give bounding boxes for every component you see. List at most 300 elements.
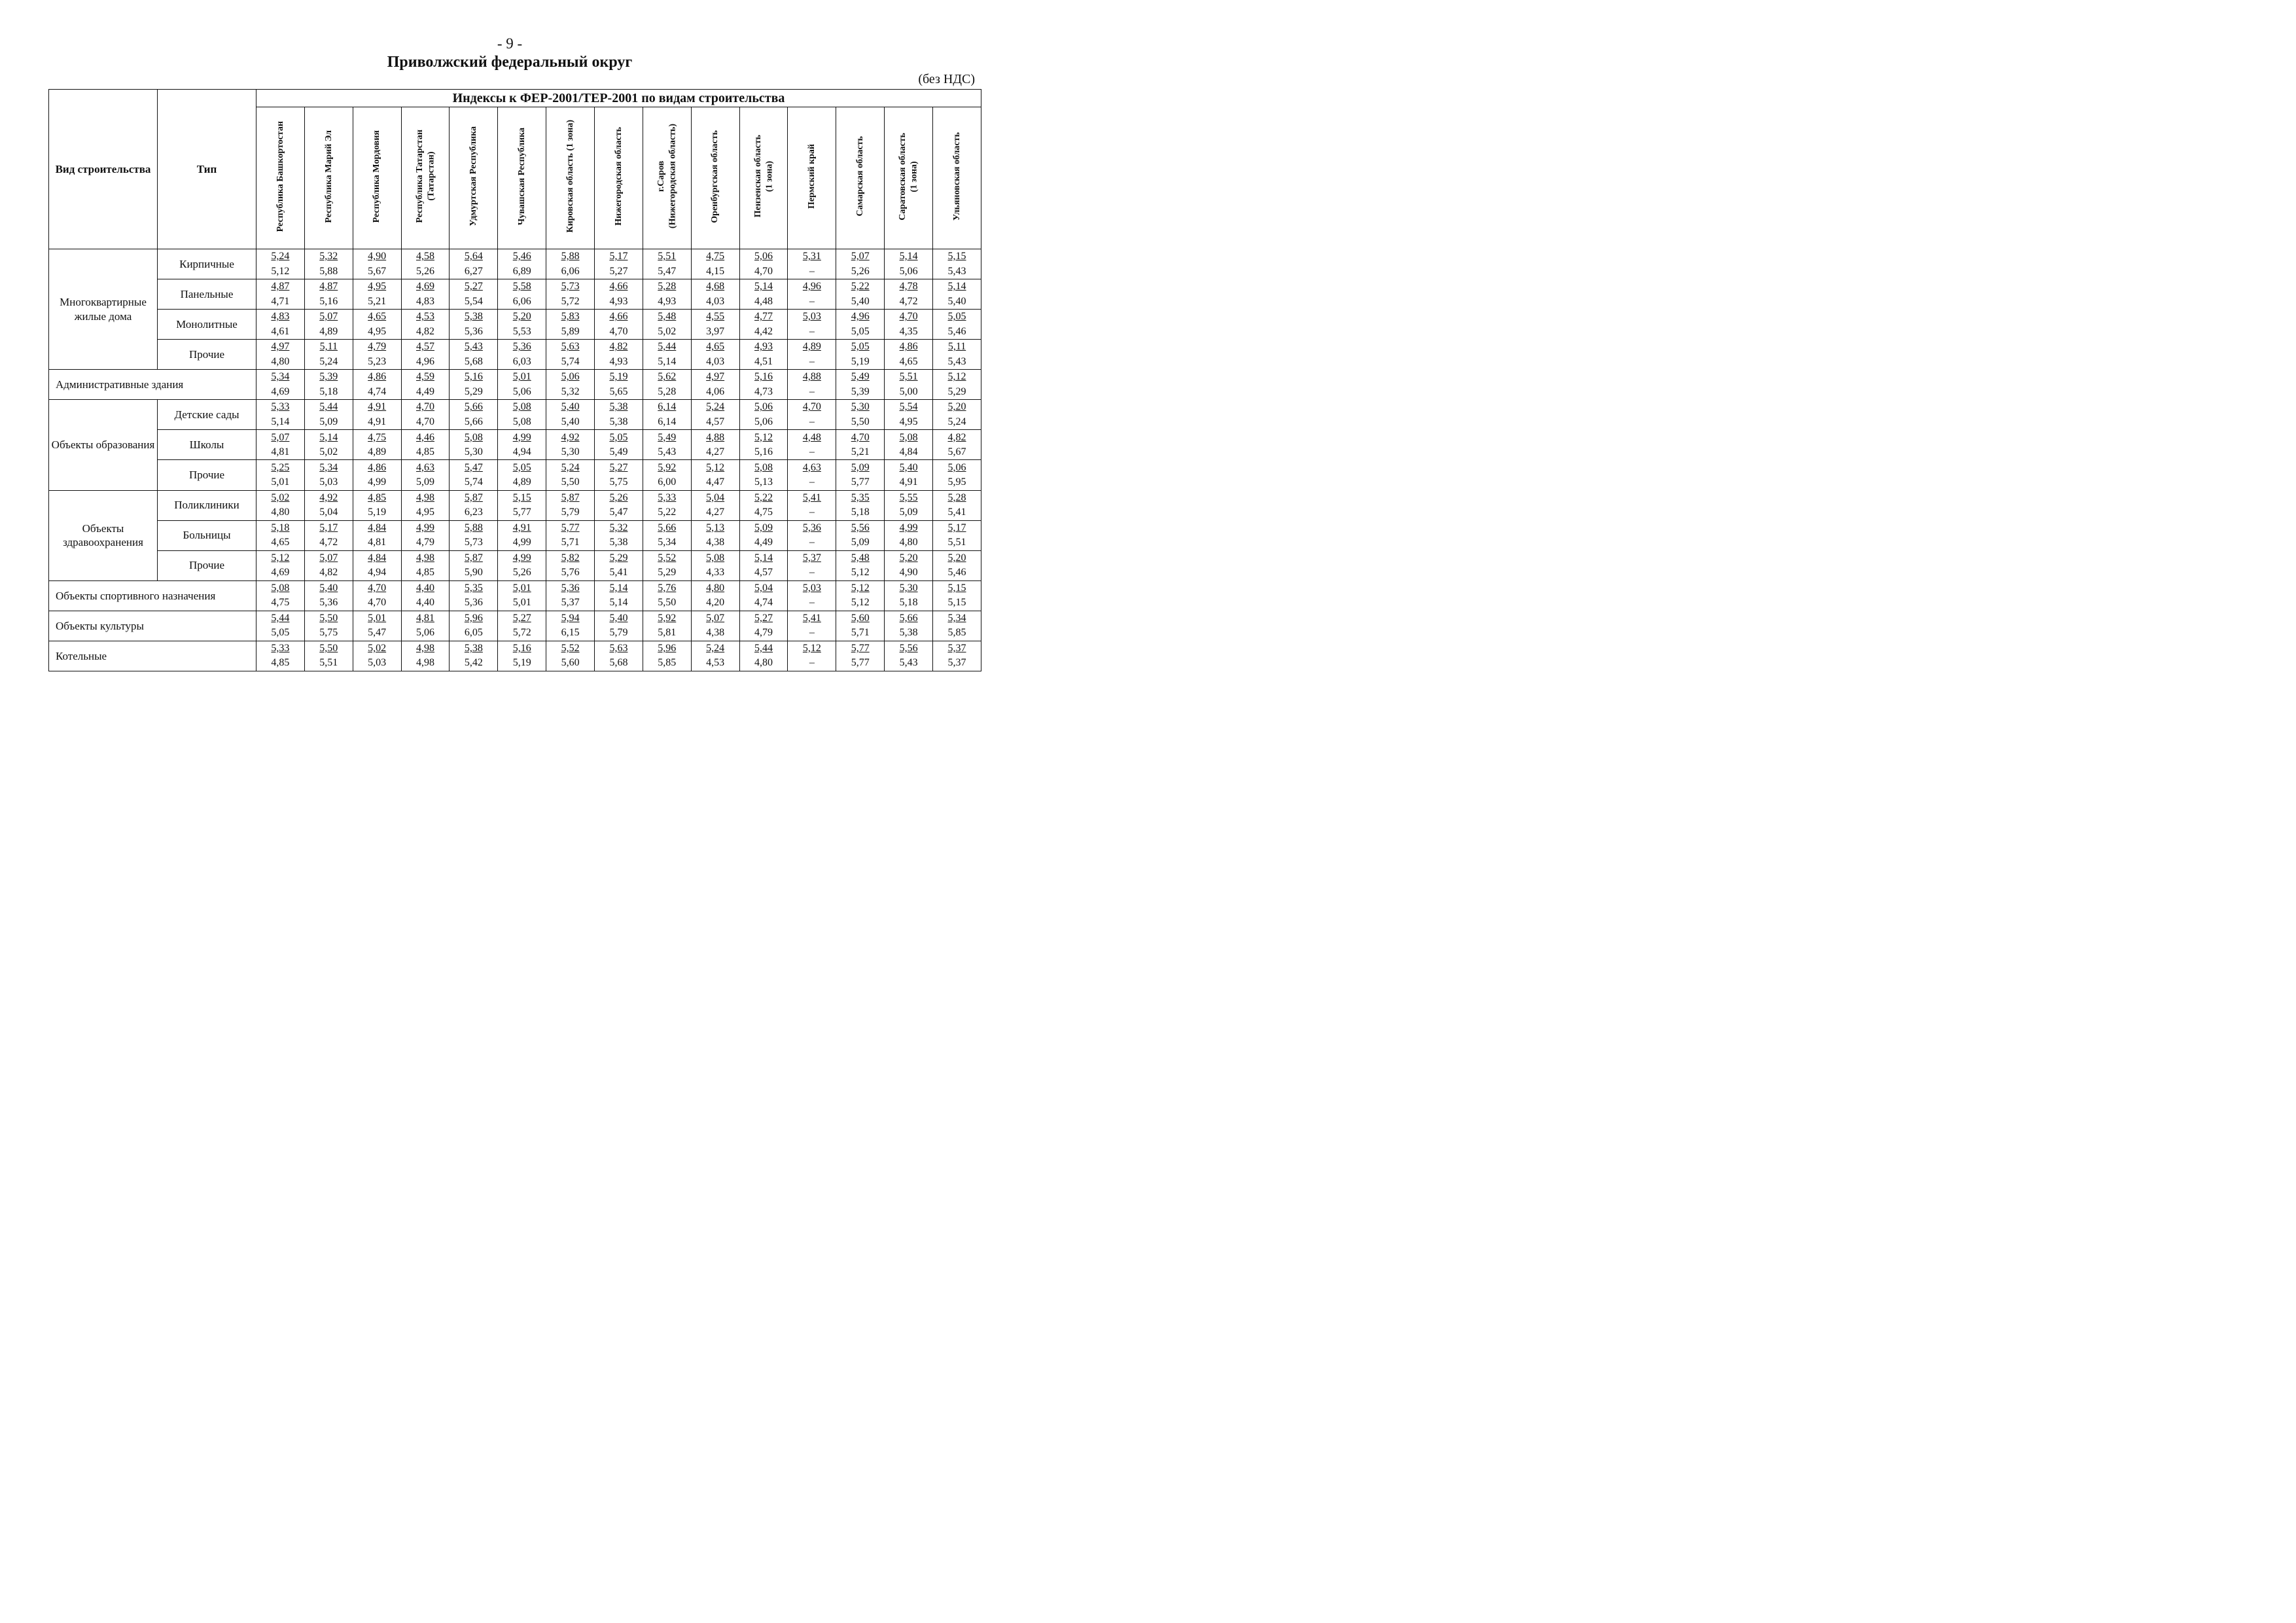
ter-index: 5,12 <box>271 265 290 277</box>
fer-index: 4,93 <box>754 341 773 353</box>
fer-index: 4,79 <box>368 341 387 353</box>
ter-index: 4,35 <box>899 325 918 337</box>
fer-index: 4,70 <box>802 401 821 413</box>
index-cell <box>595 279 643 310</box>
type-cell: Монолитные <box>158 310 256 340</box>
fer-index: 5,88 <box>561 251 580 262</box>
region-label: Республика Марий Эл <box>323 130 334 223</box>
fer-index: 5,20 <box>512 311 531 323</box>
ter-index: 5,40 <box>561 416 580 427</box>
fer-index: 5,32 <box>319 251 338 262</box>
ter-index: 5,75 <box>319 627 338 639</box>
fer-index: 4,99 <box>512 431 531 443</box>
index-cell <box>691 641 739 671</box>
ter-index: 4,42 <box>754 325 773 337</box>
region-header <box>595 107 643 249</box>
index-cell <box>450 430 498 460</box>
index-cell <box>353 340 401 370</box>
ter-index: 4,95 <box>416 507 434 518</box>
ter-index: – <box>809 507 815 518</box>
ter-index: 5,41 <box>609 567 628 579</box>
ter-index: – <box>809 295 815 307</box>
index-cell <box>304 490 353 520</box>
index-cell <box>885 490 933 520</box>
index-cell <box>498 580 546 611</box>
ter-index: 4,48 <box>754 295 773 307</box>
index-cell <box>498 490 546 520</box>
index-cell <box>836 249 885 279</box>
region-header <box>836 107 885 249</box>
index-cell <box>691 310 739 340</box>
index-cell <box>933 249 981 279</box>
fer-index: 4,70 <box>899 311 918 323</box>
index-cell <box>498 370 546 400</box>
type-cell: Поликлиники <box>158 490 256 520</box>
type-cell: Школы <box>158 430 256 460</box>
fer-index: 5,38 <box>464 643 483 654</box>
fer-index: 4,82 <box>609 341 628 353</box>
index-cell <box>643 340 691 370</box>
page-number: - 9 - <box>497 35 523 52</box>
fer-index: 4,65 <box>706 341 725 353</box>
index-cell <box>450 550 498 580</box>
ter-index: 4,79 <box>416 537 434 548</box>
ter-index: 5,21 <box>368 295 387 307</box>
region-header <box>643 107 691 249</box>
index-cell <box>304 400 353 430</box>
ter-index: 4,71 <box>271 295 290 307</box>
fer-index: 5,34 <box>319 461 338 473</box>
index-cell <box>739 550 788 580</box>
ter-index: 4,82 <box>416 325 434 337</box>
fer-index: 5,87 <box>464 552 483 563</box>
fer-index: 4,53 <box>416 311 434 323</box>
ter-index: 6,15 <box>561 627 580 639</box>
fer-index: 5,87 <box>561 491 580 503</box>
fer-index: 5,83 <box>561 311 580 323</box>
ter-index: – <box>809 657 815 669</box>
fer-index: 5,52 <box>561 643 580 654</box>
ter-index: 4,65 <box>271 537 290 548</box>
fer-index: 5,88 <box>464 522 483 533</box>
ter-index: 6,14 <box>658 416 677 427</box>
ter-index: 4,20 <box>706 597 725 609</box>
ter-index: 5,29 <box>947 385 966 397</box>
table-row <box>49 580 981 611</box>
ter-index: 5,18 <box>851 507 870 518</box>
index-cell <box>546 550 595 580</box>
ter-index: 5,26 <box>512 567 531 579</box>
category-cell: Объекты здравоохранения <box>49 490 158 580</box>
index-cell <box>546 249 595 279</box>
ter-index: 5,26 <box>416 265 434 277</box>
type-cell: Больницы <box>158 520 256 550</box>
index-cell <box>836 310 885 340</box>
ter-index: 5,89 <box>561 325 580 337</box>
index-cell <box>353 611 401 641</box>
ter-index: 4,40 <box>416 597 434 609</box>
fer-index: 5,12 <box>754 431 773 443</box>
index-cell <box>885 370 933 400</box>
index-cell <box>739 641 788 671</box>
index-cell <box>933 580 981 611</box>
index-cell <box>885 310 933 340</box>
index-cell <box>643 611 691 641</box>
fer-index: 5,15 <box>512 491 531 503</box>
fer-index: 5,27 <box>609 461 628 473</box>
ter-index: 4,79 <box>754 627 773 639</box>
index-cell <box>933 310 981 340</box>
ter-index: 4,95 <box>899 416 918 427</box>
fer-index: 5,03 <box>802 311 821 323</box>
ter-index: 5,00 <box>899 385 918 397</box>
index-cell <box>546 430 595 460</box>
fer-index: 4,48 <box>802 431 821 443</box>
fer-index: 5,22 <box>851 281 870 293</box>
fer-index: 5,04 <box>706 491 725 503</box>
ter-index: 4,38 <box>706 537 725 548</box>
ter-index: 4,72 <box>319 537 338 548</box>
index-cell <box>256 310 305 340</box>
index-cell <box>546 400 595 430</box>
index-cell <box>595 641 643 671</box>
ter-index: 5,68 <box>464 355 483 367</box>
fer-index: 5,22 <box>754 491 773 503</box>
ter-index: 5,43 <box>658 446 677 457</box>
fer-index: 5,39 <box>319 371 338 383</box>
fer-index: 5,09 <box>851 461 870 473</box>
index-cell <box>304 430 353 460</box>
table-row <box>49 430 981 460</box>
fer-index: 5,56 <box>851 522 870 533</box>
index-cell <box>256 611 305 641</box>
ter-index: – <box>809 597 815 609</box>
index-cell <box>739 520 788 550</box>
index-cell <box>885 550 933 580</box>
index-cell <box>401 550 450 580</box>
index-cell <box>933 370 981 400</box>
ter-index: 5,43 <box>947 355 966 367</box>
ter-index: 6,00 <box>658 476 677 488</box>
fer-index: 5,29 <box>609 552 628 563</box>
fer-index: 5,63 <box>609 643 628 654</box>
ter-index: 5,43 <box>899 657 918 669</box>
fer-index: 4,86 <box>899 341 918 353</box>
index-cell <box>498 520 546 550</box>
fer-index: 5,06 <box>947 461 966 473</box>
fer-index: 4,98 <box>416 643 434 654</box>
index-cell <box>788 520 836 550</box>
index-cell <box>885 400 933 430</box>
category-cell: Административные здания <box>49 370 256 400</box>
ter-index: – <box>809 265 815 277</box>
index-cell <box>836 490 885 520</box>
region-header <box>401 107 450 249</box>
ter-index: 5,12 <box>851 597 870 609</box>
ter-index: 4,03 <box>706 295 725 307</box>
index-cell <box>595 490 643 520</box>
fer-index: 4,95 <box>368 281 387 293</box>
index-cell <box>643 580 691 611</box>
ter-index: 5,51 <box>947 537 966 548</box>
index-cell <box>788 340 836 370</box>
ter-index: 4,27 <box>706 446 725 457</box>
index-cell <box>788 249 836 279</box>
ter-index: 4,85 <box>271 657 290 669</box>
region-label: Саратовская область (1 зона) <box>898 132 919 221</box>
fer-index: 5,50 <box>319 643 338 654</box>
ter-index: 5,09 <box>319 416 338 427</box>
ter-index: 4,51 <box>754 355 773 367</box>
fer-index: 4,86 <box>368 371 387 383</box>
fer-index: 4,89 <box>802 341 821 353</box>
ter-index: 4,47 <box>706 476 725 488</box>
region-header <box>739 107 788 249</box>
index-cell <box>691 550 739 580</box>
fer-index: 4,70 <box>851 431 870 443</box>
index-cell <box>256 580 305 611</box>
index-cell <box>450 490 498 520</box>
ter-index: 5,05 <box>271 627 290 639</box>
index-cell <box>836 520 885 550</box>
ter-index: 5,08 <box>512 416 531 427</box>
index-cell <box>933 490 981 520</box>
fer-index: 5,27 <box>754 612 773 624</box>
index-cell <box>691 340 739 370</box>
fer-index: 5,40 <box>561 401 580 413</box>
index-cell <box>450 279 498 310</box>
index-cell <box>450 520 498 550</box>
ter-index: 4,70 <box>754 265 773 277</box>
ter-index: 5,37 <box>561 597 580 609</box>
ter-index: 5,46 <box>947 567 966 579</box>
ter-index: 5,75 <box>609 476 628 488</box>
fer-index: 5,33 <box>271 643 290 654</box>
index-cell <box>739 249 788 279</box>
region-label: Оренбургская область <box>710 130 720 223</box>
fer-index: 5,28 <box>947 491 966 503</box>
index-cell <box>691 580 739 611</box>
index-cell <box>304 460 353 490</box>
fer-index: 5,62 <box>658 371 677 383</box>
fer-index: 5,50 <box>319 612 338 624</box>
ter-index: – <box>809 385 815 397</box>
ter-index: 4,89 <box>512 476 531 488</box>
ter-index: 5,13 <box>754 476 773 488</box>
ter-index: 5,71 <box>561 537 580 548</box>
index-table <box>48 89 981 671</box>
index-cell <box>546 310 595 340</box>
index-cell <box>304 279 353 310</box>
fer-index: 5,87 <box>464 491 483 503</box>
region-header <box>933 107 981 249</box>
ter-index: 4,94 <box>368 567 387 579</box>
fer-index: 5,60 <box>851 612 870 624</box>
index-cell <box>836 370 885 400</box>
fer-index: 4,82 <box>947 431 966 443</box>
fer-index: 5,44 <box>754 643 773 654</box>
fer-index: 5,56 <box>899 643 918 654</box>
index-cell <box>739 580 788 611</box>
fer-index: 4,66 <box>609 311 628 323</box>
type-cell: Прочие <box>158 460 256 490</box>
fer-index: 5,35 <box>851 491 870 503</box>
table-row <box>49 460 981 490</box>
fer-index: 5,07 <box>706 612 725 624</box>
ter-index: 5,65 <box>609 385 628 397</box>
type-cell: Панельные <box>158 279 256 310</box>
index-cell <box>691 490 739 520</box>
fer-index: 5,54 <box>899 401 918 413</box>
fer-index: 4,91 <box>368 401 387 413</box>
ter-index: 5,34 <box>658 537 677 548</box>
index-cell <box>450 370 498 400</box>
ter-index: 4,70 <box>368 597 387 609</box>
fer-index: 5,06 <box>754 251 773 262</box>
fer-index: 5,34 <box>947 612 966 624</box>
index-cell <box>256 550 305 580</box>
fer-index: 5,44 <box>271 612 290 624</box>
index-cell <box>739 370 788 400</box>
index-cell <box>836 430 885 460</box>
index-cell <box>739 400 788 430</box>
fer-index: 5,96 <box>464 612 483 624</box>
ter-index: 4,73 <box>754 385 773 397</box>
ter-index: 5,77 <box>851 657 870 669</box>
ter-index: 5,81 <box>658 627 677 639</box>
index-cell <box>933 520 981 550</box>
index-cell <box>788 310 836 340</box>
index-cell <box>788 641 836 671</box>
category-cell: Котельные <box>49 641 256 671</box>
index-cell <box>836 460 885 490</box>
ter-index: 5,68 <box>609 657 628 669</box>
ter-index: 4,89 <box>319 325 338 337</box>
fer-index: 5,66 <box>464 401 483 413</box>
fer-index: 5,14 <box>319 431 338 443</box>
index-cell <box>450 249 498 279</box>
fer-index: 4,85 <box>368 491 387 503</box>
fer-index: 5,96 <box>658 643 677 654</box>
fer-index: 5,24 <box>271 251 290 262</box>
region-header <box>256 107 305 249</box>
fer-index: 4,97 <box>706 371 725 383</box>
fer-index: 5,76 <box>658 582 677 594</box>
index-cell <box>498 430 546 460</box>
fer-index: 5,58 <box>512 281 531 293</box>
index-cell <box>256 460 305 490</box>
fer-index: 4,99 <box>512 552 531 563</box>
fer-index: 5,07 <box>271 431 290 443</box>
table-row <box>49 400 981 430</box>
index-cell <box>256 370 305 400</box>
ter-index: 5,36 <box>319 597 338 609</box>
index-cell <box>691 460 739 490</box>
table-row <box>49 550 981 580</box>
ter-index: 5,49 <box>609 446 628 457</box>
index-cell <box>450 641 498 671</box>
ter-index: 4,99 <box>368 476 387 488</box>
ter-index: 4,81 <box>368 537 387 548</box>
index-cell <box>401 310 450 340</box>
ter-index: 5,47 <box>368 627 387 639</box>
ter-index: 4,74 <box>754 597 773 609</box>
fer-index: 5,05 <box>851 341 870 353</box>
ter-index: 5,30 <box>561 446 580 457</box>
fer-index: 5,19 <box>609 371 628 383</box>
fer-index: 5,11 <box>319 341 338 353</box>
fer-index: 4,63 <box>416 461 434 473</box>
fer-index: 5,49 <box>658 431 677 443</box>
ter-index: 5,24 <box>947 416 966 427</box>
region-header <box>788 107 836 249</box>
ter-index: – <box>809 355 815 367</box>
ter-index: 4,93 <box>609 295 628 307</box>
fer-index: 5,35 <box>464 582 483 594</box>
ter-index: 5,26 <box>851 265 870 277</box>
ter-index: 6,06 <box>512 295 531 307</box>
index-cell <box>691 249 739 279</box>
index-cell <box>546 520 595 550</box>
ter-index: 5,18 <box>319 385 338 397</box>
ter-index: 4,70 <box>416 416 434 427</box>
table-row <box>49 249 981 279</box>
ter-index: 5,27 <box>609 265 628 277</box>
index-cell <box>304 340 353 370</box>
fer-index: 5,41 <box>802 491 821 503</box>
fer-index: 5,40 <box>319 582 338 594</box>
table-row <box>49 641 981 671</box>
index-cell <box>304 550 353 580</box>
index-cell <box>691 611 739 641</box>
ter-index: 5,24 <box>319 355 338 367</box>
fer-index: 4,80 <box>706 582 725 594</box>
index-cell <box>595 400 643 430</box>
table-body <box>49 249 981 671</box>
ter-index: 5,66 <box>464 416 483 427</box>
ter-index: 5,19 <box>368 507 387 518</box>
fer-index: 5,16 <box>512 643 531 654</box>
index-cell <box>353 580 401 611</box>
ter-index: 5,09 <box>416 476 434 488</box>
type-cell: Прочие <box>158 340 256 370</box>
ter-index: 5,21 <box>851 446 870 457</box>
index-cell <box>643 430 691 460</box>
fer-index: 5,30 <box>851 401 870 413</box>
ter-index: 4,80 <box>754 657 773 669</box>
ter-index: 5,53 <box>512 325 531 337</box>
ter-index: 5,29 <box>658 567 677 579</box>
index-cell <box>836 400 885 430</box>
index-cell <box>401 340 450 370</box>
table-row <box>49 279 981 310</box>
ter-index: 5,09 <box>851 537 870 548</box>
ter-index: 5,06 <box>416 627 434 639</box>
fer-index: 5,02 <box>271 491 290 503</box>
ter-index: 5,29 <box>464 385 483 397</box>
ter-index: 5,72 <box>512 627 531 639</box>
index-cell <box>304 370 353 400</box>
ter-index: 5,95 <box>947 476 966 488</box>
fer-index: 5,06 <box>561 371 580 383</box>
fer-index: 5,09 <box>754 522 773 533</box>
index-cell <box>933 340 981 370</box>
index-cell <box>450 611 498 641</box>
index-cell <box>401 400 450 430</box>
header-band: Индексы к ФЕР-2001/ТЕР-2001 по видам строительства <box>256 90 981 107</box>
fer-index: 4,75 <box>706 251 725 262</box>
fer-index: 5,01 <box>368 612 387 624</box>
